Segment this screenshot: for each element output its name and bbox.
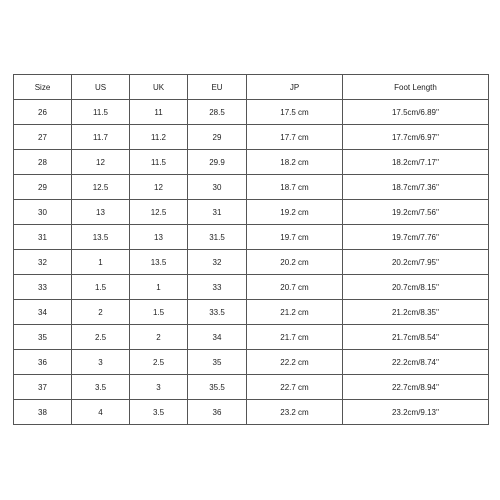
- cell-size: 32: [14, 250, 72, 275]
- cell-uk: 1: [130, 275, 188, 300]
- cell-foot-length: 19.7cm/7.76'': [343, 225, 489, 250]
- header-size: Size: [14, 75, 72, 100]
- header-foot-length: Foot Length: [343, 75, 489, 100]
- cell-us: 2.5: [72, 325, 130, 350]
- cell-uk: 2.5: [130, 350, 188, 375]
- cell-eu: 33: [188, 275, 247, 300]
- cell-size: 38: [14, 400, 72, 425]
- cell-jp: 21.7 cm: [247, 325, 343, 350]
- cell-us: 3: [72, 350, 130, 375]
- cell-jp: 18.7 cm: [247, 175, 343, 200]
- table-row: [14, 175, 489, 200]
- cell-jp: 17.7 cm: [247, 125, 343, 150]
- cell-jp: 17.5 cm: [247, 100, 343, 125]
- cell-foot-length: 18.2cm/7.17'': [343, 150, 489, 175]
- cell-eu: 28.5: [188, 100, 247, 125]
- cell-us: 2: [72, 300, 130, 325]
- cell-foot-length: 19.2cm/7.56'': [343, 200, 489, 225]
- cell-size: 33: [14, 275, 72, 300]
- header-us: US: [72, 75, 130, 100]
- table-row: [14, 225, 489, 250]
- cell-eu: 35: [188, 350, 247, 375]
- cell-foot-length: 22.7cm/8.94'': [343, 375, 489, 400]
- cell-size: 31: [14, 225, 72, 250]
- cell-foot-length: 17.5cm/6.89'': [343, 100, 489, 125]
- cell-us: 1.5: [72, 275, 130, 300]
- table-row: [14, 275, 489, 300]
- table-row: [14, 375, 489, 400]
- cell-size: 27: [14, 125, 72, 150]
- cell-jp: 20.7 cm: [247, 275, 343, 300]
- cell-eu: 33.5: [188, 300, 247, 325]
- cell-jp: 22.2 cm: [247, 350, 343, 375]
- table-row: [14, 250, 489, 275]
- cell-eu: 34: [188, 325, 247, 350]
- cell-size: 37: [14, 375, 72, 400]
- cell-uk: 11.2: [130, 125, 188, 150]
- cell-jp: 21.2 cm: [247, 300, 343, 325]
- table-row: [14, 200, 489, 225]
- cell-eu: 29.9: [188, 150, 247, 175]
- cell-foot-length: 21.7cm/8.54'': [343, 325, 489, 350]
- table-row: [14, 125, 489, 150]
- cell-jp: 23.2 cm: [247, 400, 343, 425]
- cell-us: 12: [72, 150, 130, 175]
- table-row: [14, 300, 489, 325]
- cell-eu: 31.5: [188, 225, 247, 250]
- cell-us: 1: [72, 250, 130, 275]
- cell-foot-length: 21.2cm/8.35'': [343, 300, 489, 325]
- header-uk: UK: [130, 75, 188, 100]
- cell-us: 4: [72, 400, 130, 425]
- cell-foot-length: 17.7cm/6.97'': [343, 125, 489, 150]
- table-row: [14, 400, 489, 425]
- cell-us: 13.5: [72, 225, 130, 250]
- cell-jp: 19.2 cm: [247, 200, 343, 225]
- cell-eu: 35.5: [188, 375, 247, 400]
- cell-uk: 13.5: [130, 250, 188, 275]
- table-row: [14, 150, 489, 175]
- cell-size: 26: [14, 100, 72, 125]
- cell-us: 11.5: [72, 100, 130, 125]
- cell-jp: 22.7 cm: [247, 375, 343, 400]
- cell-uk: 13: [130, 225, 188, 250]
- cell-uk: 3.5: [130, 400, 188, 425]
- header-eu: EU: [188, 75, 247, 100]
- cell-size: 34: [14, 300, 72, 325]
- cell-us: 12.5: [72, 175, 130, 200]
- cell-uk: 12.5: [130, 200, 188, 225]
- cell-eu: 32: [188, 250, 247, 275]
- cell-eu: 30: [188, 175, 247, 200]
- cell-jp: 19.7 cm: [247, 225, 343, 250]
- cell-size: 35: [14, 325, 72, 350]
- cell-foot-length: 23.2cm/9.13'': [343, 400, 489, 425]
- table-row: [14, 100, 489, 125]
- cell-uk: 1.5: [130, 300, 188, 325]
- cell-foot-length: 20.7cm/8.15'': [343, 275, 489, 300]
- cell-uk: 12: [130, 175, 188, 200]
- cell-foot-length: 22.2cm/8.74'': [343, 350, 489, 375]
- cell-foot-length: 20.2cm/7.95'': [343, 250, 489, 275]
- table-row: [14, 325, 489, 350]
- table-row: [14, 350, 489, 375]
- cell-size: 30: [14, 200, 72, 225]
- cell-uk: 2: [130, 325, 188, 350]
- header-row: [14, 75, 489, 100]
- cell-uk: 11.5: [130, 150, 188, 175]
- cell-foot-length: 18.7cm/7.36'': [343, 175, 489, 200]
- cell-size: 36: [14, 350, 72, 375]
- cell-size: 29: [14, 175, 72, 200]
- cell-size: 28: [14, 150, 72, 175]
- cell-jp: 20.2 cm: [247, 250, 343, 275]
- header-jp: JP: [247, 75, 343, 100]
- cell-us: 3.5: [72, 375, 130, 400]
- cell-us: 13: [72, 200, 130, 225]
- cell-uk: 3: [130, 375, 188, 400]
- size-chart-table: [13, 74, 489, 425]
- cell-eu: 31: [188, 200, 247, 225]
- cell-us: 11.7: [72, 125, 130, 150]
- cell-jp: 18.2 cm: [247, 150, 343, 175]
- cell-eu: 36: [188, 400, 247, 425]
- cell-eu: 29: [188, 125, 247, 150]
- cell-uk: 11: [130, 100, 188, 125]
